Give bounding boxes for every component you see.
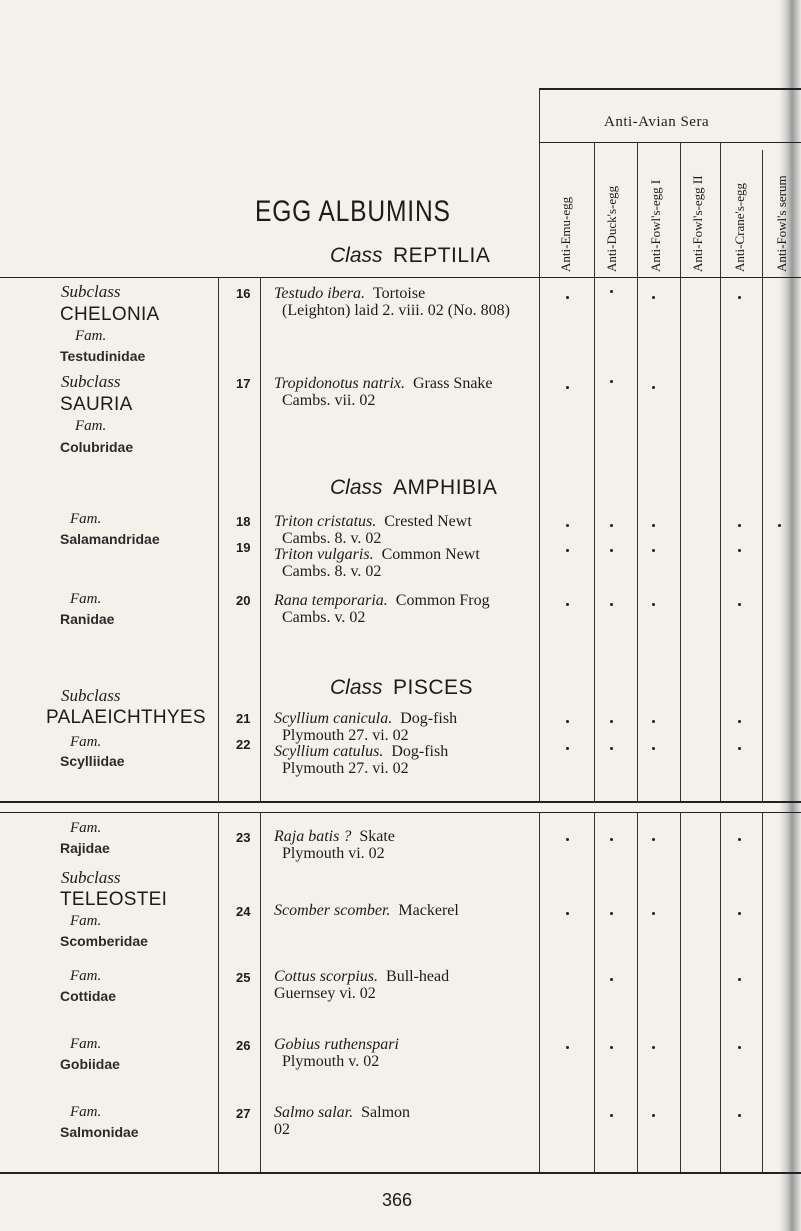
result-dot — [566, 912, 569, 915]
result-dot — [610, 549, 613, 552]
entry-26: Gobius ruthenspari Plymouth v. 02 — [274, 1036, 399, 1070]
group-label: Anti-Avian Sera — [604, 114, 710, 130]
result-dot — [610, 1114, 613, 1117]
page-number: 366 — [382, 1190, 413, 1210]
result-dot — [652, 549, 655, 552]
result-dot — [738, 1114, 741, 1117]
column-rule — [637, 142, 638, 801]
column-header-anti-fowl-egg-1: Anti-Fowl's-egg I — [648, 179, 663, 272]
result-dot — [652, 386, 655, 389]
column-header-anti-crane: Anti-Crane's-egg — [732, 183, 747, 272]
entry-number: 25 — [236, 970, 251, 985]
taxon-column-rule — [218, 812, 219, 1172]
family-salamandridae: Salamandridae — [60, 531, 160, 547]
result-dot — [566, 603, 569, 606]
result-dot — [738, 549, 741, 552]
fam-label: Fam. — [70, 1036, 102, 1052]
table-bottom-rule — [0, 801, 801, 803]
entry-17: Tropidonotus natrix. Grass Snake Cambs. vii. 02 — [274, 375, 493, 409]
entry-number: 18 — [236, 514, 251, 529]
result-dot — [652, 720, 655, 723]
result-dot — [738, 747, 741, 750]
result-dot — [566, 524, 569, 527]
entry-number: 16 — [236, 286, 251, 301]
fam-label: Fam. — [70, 913, 102, 929]
column-rule — [594, 812, 595, 1172]
entry-25: Cottus scorpius. Bull-head Guernsey vi. 02 — [274, 968, 450, 1002]
table-left-rule — [539, 812, 540, 1172]
entry-number: 23 — [236, 830, 251, 845]
entry-23: Raja batis ? Skate Plymouth vi. 02 — [274, 828, 395, 862]
result-dot — [610, 603, 613, 606]
entry-16: Testudo ibera. Tortoise (Leighton) laid 2. viii. 02 (No. 808) — [274, 285, 510, 319]
result-dot — [566, 1046, 569, 1049]
entry-22: Scyllium catulus. Dog-fish Plymouth 27. vi. 02 — [274, 743, 449, 777]
result-dot — [610, 978, 613, 981]
result-dot — [652, 747, 655, 750]
class-heading-amphibia: Class AMPHIBIA — [330, 476, 498, 499]
family-rajidae: Rajidae — [60, 840, 110, 856]
entry-21: Scyllium canicula. Dog-fish Plymouth 27. vi. 02 — [274, 710, 458, 744]
column-header-anti-fowl-serum: Anti-Fowl's serum — [774, 175, 789, 272]
result-dot — [610, 912, 613, 915]
result-dot — [610, 747, 613, 750]
result-dot — [610, 720, 613, 723]
subclass-palaeichthyes: PALAEICHTHYES — [46, 707, 206, 728]
subclass-label: Subclass — [61, 372, 121, 391]
column-header-anti-emu: Anti-Emu-egg — [558, 196, 573, 272]
result-dot — [738, 296, 741, 299]
subclass-label: Subclass — [61, 868, 121, 887]
family-scomberidae: Scomberidae — [60, 933, 148, 949]
fam-label: Fam. — [70, 968, 102, 984]
column-rule — [594, 142, 595, 801]
family-gobiidae: Gobiidae — [60, 1056, 120, 1072]
fam-label: Fam. — [70, 820, 102, 836]
column-rule — [680, 812, 681, 1172]
result-dot — [652, 603, 655, 606]
table-left-rule — [539, 88, 540, 801]
column-rule — [720, 142, 721, 801]
result-dot — [738, 720, 741, 723]
result-dot — [652, 1114, 655, 1117]
result-dot — [566, 549, 569, 552]
result-dot — [610, 524, 613, 527]
result-dot — [610, 380, 613, 383]
entry-number: 17 — [236, 376, 251, 391]
result-dot — [566, 838, 569, 841]
entry-number: 21 — [236, 711, 251, 726]
result-dot — [738, 912, 741, 915]
column-rule — [762, 812, 763, 1172]
result-dot — [652, 296, 655, 299]
entry-number: 20 — [236, 593, 251, 608]
family-cottidae: Cottidae — [60, 988, 116, 1004]
entry-27: Salmo salar. Salmon 02 — [274, 1104, 411, 1138]
subclass-label: Subclass — [61, 282, 121, 301]
entry-number: 27 — [236, 1106, 251, 1121]
result-dot — [652, 1046, 655, 1049]
result-dot — [610, 290, 613, 293]
family-ranidae: Ranidae — [60, 611, 115, 627]
result-dot — [738, 1046, 741, 1049]
header-top-rule — [539, 88, 801, 90]
entry-19: Triton vulgaris. Common Newt Cambs. 8. v. 02 — [274, 546, 480, 580]
subclass-teleostei: TELEOSTEI — [60, 889, 168, 910]
number-column-rule — [260, 277, 261, 801]
fam-label: Fam. — [75, 328, 107, 344]
column-header-anti-duck: Anti-Duck's-egg — [604, 185, 619, 272]
fam-label: Fam. — [75, 418, 107, 434]
class-heading-pisces: Class PISCES — [330, 676, 474, 699]
entry-number: 26 — [236, 1038, 251, 1053]
column-rule — [720, 812, 721, 1172]
entry-24: Scomber scomber. Mackerel — [274, 902, 459, 919]
family-scylliidae: Scylliidae — [60, 753, 125, 769]
column-rule — [637, 812, 638, 1172]
class-heading-reptilia: Class REPTILIA — [330, 244, 491, 267]
taxon-column-rule — [218, 277, 219, 801]
subclass-chelonia: CHELONIA — [60, 304, 160, 325]
header-bottom-rule — [0, 277, 801, 278]
family-testudinidae: Testudinidae — [60, 348, 146, 364]
subclass-label: Subclass — [61, 686, 121, 705]
entry-number: 24 — [236, 904, 251, 919]
column-rule — [680, 142, 681, 801]
result-dot — [566, 747, 569, 750]
result-dot — [610, 1046, 613, 1049]
entry-18: Triton cristatus. Crested Newt Cambs. 8. v. 02 — [274, 513, 472, 547]
subclass-sauria: SAURIA — [60, 394, 133, 415]
entry-number: 22 — [236, 737, 251, 752]
result-dot — [652, 524, 655, 527]
group-label-rule — [539, 142, 801, 143]
result-dot — [738, 838, 741, 841]
result-dot — [566, 386, 569, 389]
entry-number: 19 — [236, 540, 251, 555]
result-dot — [652, 838, 655, 841]
continuation-bottom-rule — [0, 1172, 801, 1174]
fam-label: Fam. — [70, 591, 102, 607]
fam-label: Fam. — [70, 734, 102, 750]
result-dot — [738, 978, 741, 981]
result-dot — [652, 912, 655, 915]
page-title: EGG ALBUMINS — [255, 195, 451, 228]
result-dot — [738, 524, 741, 527]
result-dot — [610, 838, 613, 841]
result-dot — [566, 720, 569, 723]
family-salmonidae: Salmonidae — [60, 1124, 139, 1140]
column-rule — [762, 150, 763, 801]
family-colubridae: Colubridae — [60, 439, 134, 455]
fam-label: Fam. — [70, 511, 102, 527]
entry-20: Rana temporaria. Common Frog Cambs. v. 02 — [274, 592, 490, 626]
number-column-rule — [260, 812, 261, 1172]
result-dot — [566, 296, 569, 299]
result-dot — [738, 603, 741, 606]
fam-label: Fam. — [70, 1104, 102, 1120]
result-dot — [778, 524, 781, 527]
column-header-anti-fowl-egg-2: Anti-Fowl's-egg II — [690, 175, 705, 272]
